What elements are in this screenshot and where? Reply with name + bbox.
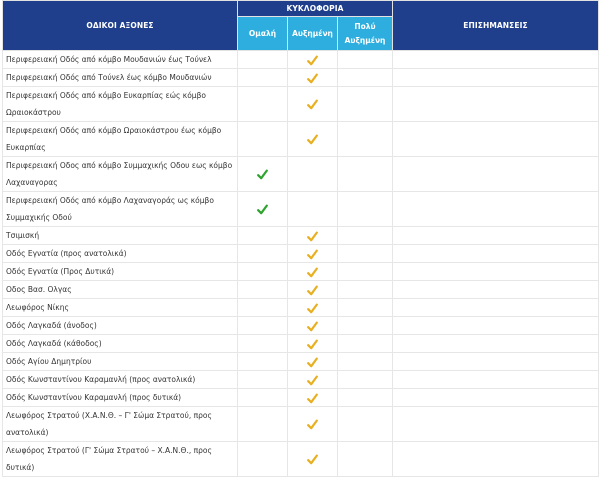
- header-increased: Αυξημένη: [288, 17, 338, 51]
- traffic-cell-very-increased: [338, 317, 393, 335]
- traffic-cell-increased: [288, 407, 338, 442]
- traffic-cell-increased: [288, 157, 338, 192]
- table-row: [3, 317, 599, 335]
- traffic-cell-increased: [288, 353, 338, 371]
- checkmark-icon: [307, 55, 318, 66]
- traffic-cell-very-increased: [338, 69, 393, 87]
- road-name: Περιφερειακή Οδός από κόμβο Λαχαναγοράς ως κόμβο Συμμαχικής Οδού: [3, 192, 238, 227]
- traffic-cell-smooth: [238, 69, 288, 87]
- notes-cell: [393, 263, 599, 281]
- road-name: Περιφερειακή Οδός από κόμβο Μουδανιών έως Τούνελ: [3, 51, 238, 69]
- road-name: Περιφερειακή Οδός από Τούνελ έως κόμβο Μουδανιών: [3, 69, 238, 87]
- notes-cell: [393, 317, 599, 335]
- road-name: Περιφερειακή Οδός από κόμβο Ευκαρπίας εώς κόμβο Ωραιοκάστρου: [3, 87, 238, 122]
- road-name: Οδός Λαγκαδά (κάθοδος): [3, 335, 238, 353]
- table-row: [3, 51, 599, 69]
- traffic-cell-smooth: [238, 353, 288, 371]
- table-row: [3, 281, 599, 299]
- traffic-cell-increased: [288, 69, 338, 87]
- header-notes: ΕΠΙΣΗΜΑΝΣΕΙΣ: [393, 1, 599, 51]
- road-name: Λεωφόρος Στρατού (Χ.Α.Ν.Θ. – Γ' Σώμα Στρατού, προς ανατολικά): [3, 407, 238, 442]
- notes-cell: [393, 51, 599, 69]
- traffic-cell-increased: [288, 335, 338, 353]
- road-name: Λεωφόρος Στρατού (Γ' Σώμα Στρατού – Χ.Α.Ν.Θ., προς δυτικά): [3, 442, 238, 477]
- notes-cell: [393, 192, 599, 227]
- road-name: Τσιμισκή: [3, 227, 238, 245]
- table-row: [3, 87, 599, 122]
- road-name: Οδός Λαγκαδά (άνοδος): [3, 317, 238, 335]
- traffic-cell-smooth: [238, 371, 288, 389]
- traffic-cell-smooth: [238, 335, 288, 353]
- road-name: Περιφερειακή Οδός από κόμβο Ωραιοκάστρου έως κόμβο Ευκαρπίας: [3, 122, 238, 157]
- checkmark-icon: [307, 357, 318, 368]
- traffic-cell-increased: [288, 245, 338, 263]
- table-row: [3, 192, 599, 227]
- table-row: [3, 389, 599, 407]
- notes-cell: [393, 389, 599, 407]
- traffic-cell-very-increased: [338, 281, 393, 299]
- traffic-cell-very-increased: [338, 407, 393, 442]
- traffic-cell-very-increased: [338, 371, 393, 389]
- traffic-cell-very-increased: [338, 122, 393, 157]
- traffic-cell-very-increased: [338, 263, 393, 281]
- notes-cell: [393, 442, 599, 477]
- traffic-cell-increased: [288, 87, 338, 122]
- traffic-cell-smooth: [238, 51, 288, 69]
- traffic-cell-smooth: [238, 317, 288, 335]
- checkmark-icon: [307, 303, 318, 314]
- checkmark-icon: [307, 231, 318, 242]
- traffic-cell-very-increased: [338, 227, 393, 245]
- checkmark-icon: [257, 169, 268, 180]
- traffic-cell-increased: [288, 371, 338, 389]
- traffic-cell-very-increased: [338, 192, 393, 227]
- traffic-cell-increased: [288, 192, 338, 227]
- traffic-table: [2, 0, 599, 477]
- checkmark-icon: [307, 99, 318, 110]
- checkmark-icon: [307, 393, 318, 404]
- traffic-cell-smooth: [238, 407, 288, 442]
- checkmark-icon: [307, 134, 318, 145]
- table-row: [3, 353, 599, 371]
- traffic-cell-smooth: [238, 299, 288, 317]
- traffic-cell-smooth: [238, 245, 288, 263]
- table-row: [3, 227, 599, 245]
- traffic-cell-increased: [288, 281, 338, 299]
- road-name: Οδός Κωνσταντίνου Καραμανλή (προς δυτικά): [3, 389, 238, 407]
- table-row: [3, 245, 599, 263]
- traffic-cell-increased: [288, 299, 338, 317]
- header-very-increased: Πολύ Αυξημένη: [338, 17, 393, 51]
- notes-cell: [393, 157, 599, 192]
- notes-cell: [393, 299, 599, 317]
- traffic-cell-increased: [288, 263, 338, 281]
- table-row: [3, 157, 599, 192]
- table-row: [3, 335, 599, 353]
- checkmark-icon: [307, 267, 318, 278]
- traffic-cell-smooth: [238, 122, 288, 157]
- table-row: [3, 263, 599, 281]
- notes-cell: [393, 245, 599, 263]
- checkmark-icon: [257, 204, 268, 215]
- checkmark-icon: [307, 419, 318, 430]
- traffic-cell-increased: [288, 51, 338, 69]
- checkmark-icon: [307, 249, 318, 260]
- notes-cell: [393, 407, 599, 442]
- traffic-cell-increased: [288, 227, 338, 245]
- traffic-cell-smooth: [238, 281, 288, 299]
- header-roads: ΟΔΙΚΟΙ ΑΞΟΝΕΣ: [3, 1, 238, 51]
- checkmark-icon: [307, 285, 318, 296]
- notes-cell: [393, 371, 599, 389]
- notes-cell: [393, 69, 599, 87]
- notes-cell: [393, 353, 599, 371]
- road-name: Οδός Εγνατία (Προς Δυτικά): [3, 263, 238, 281]
- table-row: [3, 407, 599, 442]
- table-row: [3, 299, 599, 317]
- notes-cell: [393, 227, 599, 245]
- traffic-cell-increased: [288, 389, 338, 407]
- traffic-cell-smooth: [238, 87, 288, 122]
- checkmark-icon: [307, 321, 318, 332]
- checkmark-icon: [307, 454, 318, 465]
- traffic-cell-smooth: [238, 157, 288, 192]
- traffic-cell-smooth: [238, 227, 288, 245]
- traffic-cell-smooth: [238, 192, 288, 227]
- traffic-cell-increased: [288, 122, 338, 157]
- traffic-cell-very-increased: [338, 389, 393, 407]
- header-smooth: Ομαλή: [238, 17, 288, 51]
- checkmark-icon: [307, 339, 318, 350]
- header-traffic: ΚΥΚΛΟΦΟΡΙΑ: [238, 1, 393, 17]
- notes-cell: [393, 87, 599, 122]
- notes-cell: [393, 281, 599, 299]
- traffic-cell-very-increased: [338, 51, 393, 69]
- traffic-cell-very-increased: [338, 335, 393, 353]
- traffic-cell-very-increased: [338, 87, 393, 122]
- road-name: Οδός Αγίου Δημητρίου: [3, 353, 238, 371]
- road-name: Οδός Κωνσταντίνου Καραμανλή (προς ανατολικά): [3, 371, 238, 389]
- traffic-cell-smooth: [238, 389, 288, 407]
- road-name: Λεωφόρος Νίκης: [3, 299, 238, 317]
- table-row: [3, 122, 599, 157]
- checkmark-icon: [307, 375, 318, 386]
- traffic-cell-very-increased: [338, 245, 393, 263]
- notes-cell: [393, 122, 599, 157]
- table-row: [3, 69, 599, 87]
- table-row: [3, 371, 599, 389]
- traffic-cell-very-increased: [338, 353, 393, 371]
- traffic-cell-smooth: [238, 263, 288, 281]
- traffic-cell-increased: [288, 317, 338, 335]
- traffic-cell-very-increased: [338, 299, 393, 317]
- traffic-cell-smooth: [238, 442, 288, 477]
- notes-cell: [393, 335, 599, 353]
- traffic-cell-increased: [288, 442, 338, 477]
- checkmark-icon: [307, 73, 318, 84]
- road-name: Οδος Βασ. Ολγας: [3, 281, 238, 299]
- road-name: Περιφερειακή Οδος από κόμβο Συμμαχικής Οδου εως κόμβο Λαχαναγορας: [3, 157, 238, 192]
- traffic-cell-very-increased: [338, 157, 393, 192]
- table-row: [3, 442, 599, 477]
- road-name: Οδός Εγνατία (προς ανατολικά): [3, 245, 238, 263]
- traffic-cell-very-increased: [338, 442, 393, 477]
